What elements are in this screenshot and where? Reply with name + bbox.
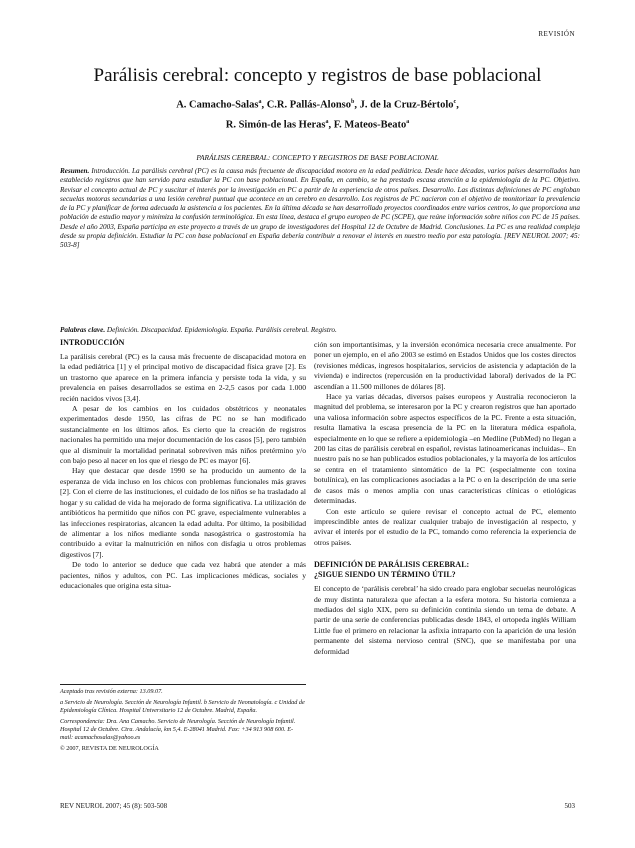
definition-heading-line-2: ¿SIGUE SIENDO UN TÉRMINO ÚTIL?	[314, 570, 456, 580]
paragraph: La parálisis cerebral (PC) es la causa más frecuente de discapacidad motora en la edad pediátrica [1] y el principal motivo de discapacidad física grave [2]. Es un trastorno que aparece en la primera infancia y persiste toda la vida, y su prevalencia en países desarrollados se estima en 2-2,5 casos por cada 1.000 recién nacidos vivos [3,4].	[60, 352, 306, 403]
footnote-divider	[60, 684, 306, 685]
article-title: Parálisis cerebral: concepto y registros de base poblacional	[93, 64, 542, 86]
accepted-date: Aceptado tras revisión externa: 13.09.07.	[60, 688, 163, 695]
keywords	[60, 326, 580, 334]
paragraph: Hace ya varias décadas, diversos países europeos y Australia reconocieron la magnitud del problema, se interesaron por la PC y crearon registros que han aportado una valiosa información sobre aspectos específicos de la PC. Frente a esta situación, resulta llamativa la escasa presencia de la PC en la literatura médica española, especialmente en lo que se refiere a epidemiología –en Medline (PubMed) no llegan a 200 las citas de parálisis cerebral en español, revistas latinoamericanas incluidas–. En nuestro país no se han publicados estudios poblacionales, y la mayoría de los artículos se centra en el tratamiento sintomático de la PC (especialmente con toxina botulínica), en las complicaciones asociadas a la PC o en la descripción de una serie de casos más o menos amplia con unas características clínicas o etiológicas determinadas.	[314, 392, 576, 506]
abstract-conclusions-label: Conclusiones.	[444, 222, 486, 231]
affiliations: a Servicio de Neurología. Sección de Neurología Infantil. b Servicio de Neonatología. c Unidad de Epidemiología Clínica. Hospital Universitario 12 de Octubre. Madrid, España.	[60, 699, 305, 714]
right-column	[314, 340, 576, 657]
author: J. de la Cruz-Bértolo	[359, 99, 454, 111]
abstract-conclusions: La PC es una realidad compleja desde su propia definición. Estudiar la PC con base poblacional en España debería contribuir a renovar el interés en nuestro medio por esta patología. [REV NEUROL 2007; 45: 503-8]	[60, 222, 580, 250]
keywords-label: Palabras clave.	[60, 326, 106, 334]
abstract-intro-label: Introducción.	[91, 167, 131, 175]
author-affiliation-mark: a	[325, 119, 329, 125]
page-number: 503	[564, 802, 575, 810]
authors-line-2	[100, 112, 535, 136]
author-separator: ,	[354, 99, 360, 111]
abstract-label: Resumen.	[60, 167, 90, 175]
paragraph: El concepto de ‘parálisis cerebral’ ha sido creado para englobar secuelas neurológicas de muy distinta naturaleza que afectan a la esfera motora. Su historia comienza a mediados del siglo XIX, pero su definición continúa siendo un tema de debate. A partir de una serie de conferencias publicadas desde 1843, el ortopeda inglés William Little fue el primero en relacionar la asfixia intraparto con la aparición de una lesión permanente del sistema nervioso central (SNC), que se manifestaba por una deformidad	[314, 584, 576, 656]
author-separator: ,	[328, 119, 334, 131]
paragraph: ción son importantísimas, y la inversión económica necesaria crece anualmente. Por poner un ejemplo, en el año 2003 se estimó en Estados Unidos que los costes directos (revisiones médicas, ingresos hospitalarios, servicios de asistencia y adaptación de la vivienda) e indirectos (repercusión en la productividad laboral) derivados de la PC ascendían a 11.500 millones de dólares [8].	[314, 340, 576, 391]
correspondence: Correspondencia: Dra. Ana Camacho. Servicio de Neurología. Sección de Neurología Infantil. Hospital 12 de Octubre. Ctra. Andalucía, km 5,4. E-28041 Madrid. Fax: +34 913 908 600. E-mail: acamachosalas@yahoo.es	[60, 718, 296, 741]
author: F. Mateos-Beato	[333, 119, 407, 131]
author-affiliation-mark: c	[453, 99, 457, 105]
author-separator: ,	[456, 99, 459, 111]
paragraph: Con este artículo se quiere revisar el concepto actual de PC, elemento imprescindible antes de realizar cualquier trabajo de investigación al respecto, y avivar el interés por el estudio de la PC, tomando como referencia la experiencia de otros países.	[314, 506, 576, 547]
definition-heading-line-1: DEFINICIÓN DE PARÁLISIS CEREBRAL:	[314, 560, 470, 570]
left-column	[60, 338, 306, 591]
author: A. Camacho-Salas	[176, 99, 259, 111]
author-separator: ,	[261, 99, 267, 111]
copyright: © 2007, REVISTA DE NEUROLOGÍA	[60, 745, 159, 752]
paragraph: A pesar de los cambios en los cuidados obstétricos y neonatales experimentados desde 1950, las cifras de PC no se han modificado sustancialmente en los últimos años. Es cierto que la creación de registros nacionales ha permitido una mejor documentación de los casos [5], pero también que al disminuir la mortalidad perinatal sobreviven más niños pretérmino y/o con bajo peso al nacer en los que el riesgo de PC es mayor [6].	[60, 404, 306, 466]
footnotes	[60, 688, 306, 756]
paragraph: De todo lo anterior se deduce que cada vez habrá que atender a más pacientes, niños y adultos, con PC. Las implicaciones médicas, sociales y educacionales que origina esta situa-	[60, 560, 306, 590]
section-tag: REVISIÓN	[538, 30, 575, 38]
author: R. Simón-de las Heras	[225, 119, 326, 131]
running-title: PARÁLISIS CEREBRAL: CONCEPTO Y REGISTROS DE BASE POBLACIONAL	[196, 153, 439, 162]
author: C.R. Pallás-Alonso	[266, 99, 352, 111]
journal-citation: REV NEUROL 2007; 45 (8): 503-508	[60, 802, 168, 810]
author-affiliation-mark: a	[406, 119, 410, 125]
definition-heading	[314, 560, 576, 580]
abstract-text: La parálisis cerebral (PC) es la causa más frecuente de discapacidad motora en la edad pediátrica. Desde hace décadas, varios países desarrollados han establecido registros que han servido para estudiar la PC con base poblacional. En España, en cambio, se ha prestado escasa atención a la epidemiología de la PC. Objetivo. Revisar el concepto actual de PC y suscitar el interés por la investigación en PC a partir de la experiencia de otros países. Desarrollo. Las distintas definiciones de PC engloban secuelas motoras secundarias a una lesión cerebral puntual que acontece en un cerebro en desarrollo. Los registros de PC nacieron con el objetivo de monitorizar la prevalencia de la PC y planificar de forma adecuada la asistencia a los pacientes. En la última década se han desarrollado proyectos coordinados entre varios centros, lo que proporciona una población de estudio mayor y minimiza la confusión terminológica. En esta línea, destaca el grupo europeo de PC (SCPE), que reúne información sobre niños con PC de 15 países. Desde el año 2003, España participa en este proyecto a través de un grupo de investigadores del Hospital 12 de Octubre de Madrid.	[60, 167, 580, 231]
author-affiliation-mark: b	[351, 99, 355, 105]
paragraph: Hay que destacar que desde 1990 se ha producido un aumento de la esperanza de vida incluso en los chicos con problemas funcionales más graves [2]. Con el cierre de las instituciones, el cuidado de los niños se ha trasladado al hogar y su calidad de vida ha mejorado de forma significativa. La utilización de antibióticos ha permitido que niños con PC grave, especialmente vulnerables a las infecciones respiratorias, alcancen la edad adulta. Por último, la posibilidad de alimentar a los niños mediante sonda nasogástrica o gastrostomía ha contribuido a evitar la malnutrición en niños con disfagia u otros problemas digestivos [7].	[60, 466, 306, 559]
author-affiliation-mark: a	[258, 99, 262, 105]
intro-heading: INTRODUCCIÓN	[60, 338, 125, 347]
abstract	[60, 167, 580, 251]
keywords-text: Definición. Discapacidad. Epidemiología. España. Parálisis cerebral. Registro.	[106, 326, 337, 334]
